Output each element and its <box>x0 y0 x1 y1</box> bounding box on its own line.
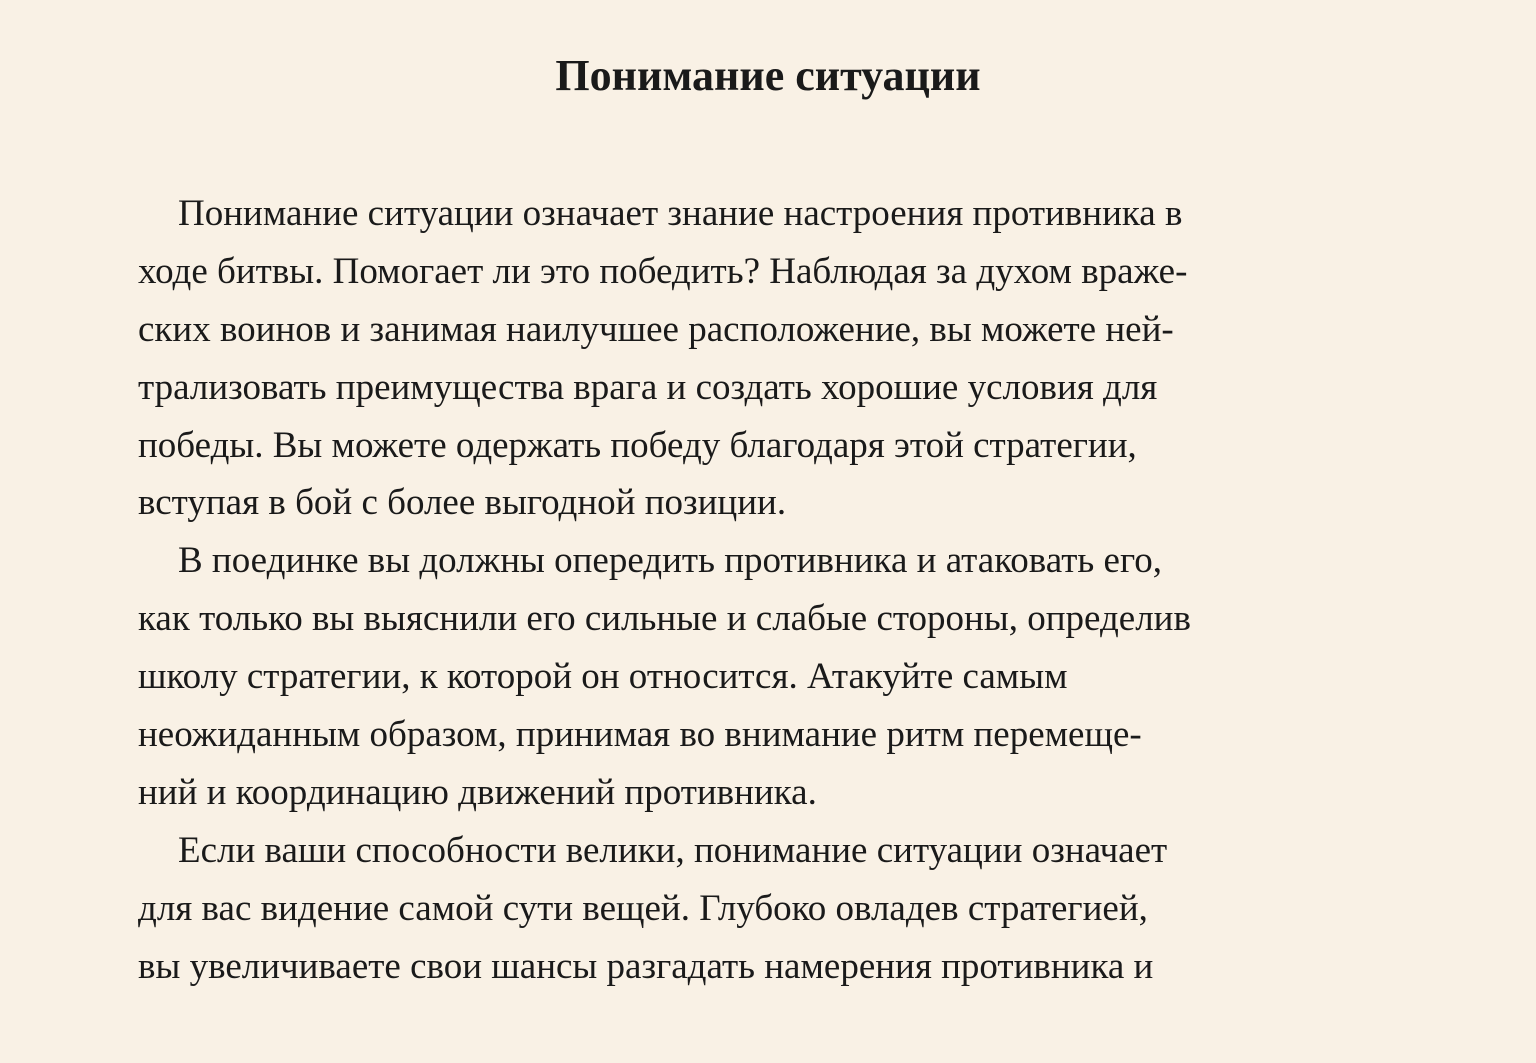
paragraph-1-line-4: трализовать преимущества врага и создать хорошие условия для <box>138 366 1158 408</box>
paragraph-2-line-5: ний и координацию движений противника. <box>138 771 817 813</box>
paragraph-1-line-3: ских воинов и занимая наилучшее расположение, вы можете ней- <box>138 308 1174 350</box>
paragraph-2-line-4: неожиданным образом, принимая во внимание ритм перемеще- <box>138 714 1142 756</box>
paragraph-3-line-3: вы увеличиваете свои шансы разгадать намерения противника и <box>138 945 1154 987</box>
paragraph-2-line-2: как только вы выяснили его сильные и слабые стороны, определив <box>138 598 1191 640</box>
paragraph-1-line-1: Понимание ситуации означает знание настроения противника в <box>178 193 1183 234</box>
paragraph-1-line-6: вступая в бой с более выгодной позиции. <box>138 482 787 524</box>
chapter-title: Понимание ситуации <box>555 51 981 100</box>
paragraph-2-line-3: школу стратегии, к которой он относится. Атакуйте самым <box>138 656 1068 698</box>
paragraph-3-line-1: Если ваши способности велики, понимание ситуации означает <box>178 829 1168 871</box>
body-text <box>138 185 1418 995</box>
paragraph-3-line-2: для вас видение самой сути вещей. Глубоко овладев стратегией, <box>138 887 1148 929</box>
paragraph-1-line-2: ходе битвы. Помогает ли это победить? Наблюдая за духом враже- <box>138 250 1188 292</box>
paragraph-2-line-1: В поединке вы должны опередить противника и атаковать его, <box>178 540 1162 582</box>
paragraph-1-line-5: победы. Вы можете одержать победу благодаря этой стратегии, <box>138 424 1137 466</box>
